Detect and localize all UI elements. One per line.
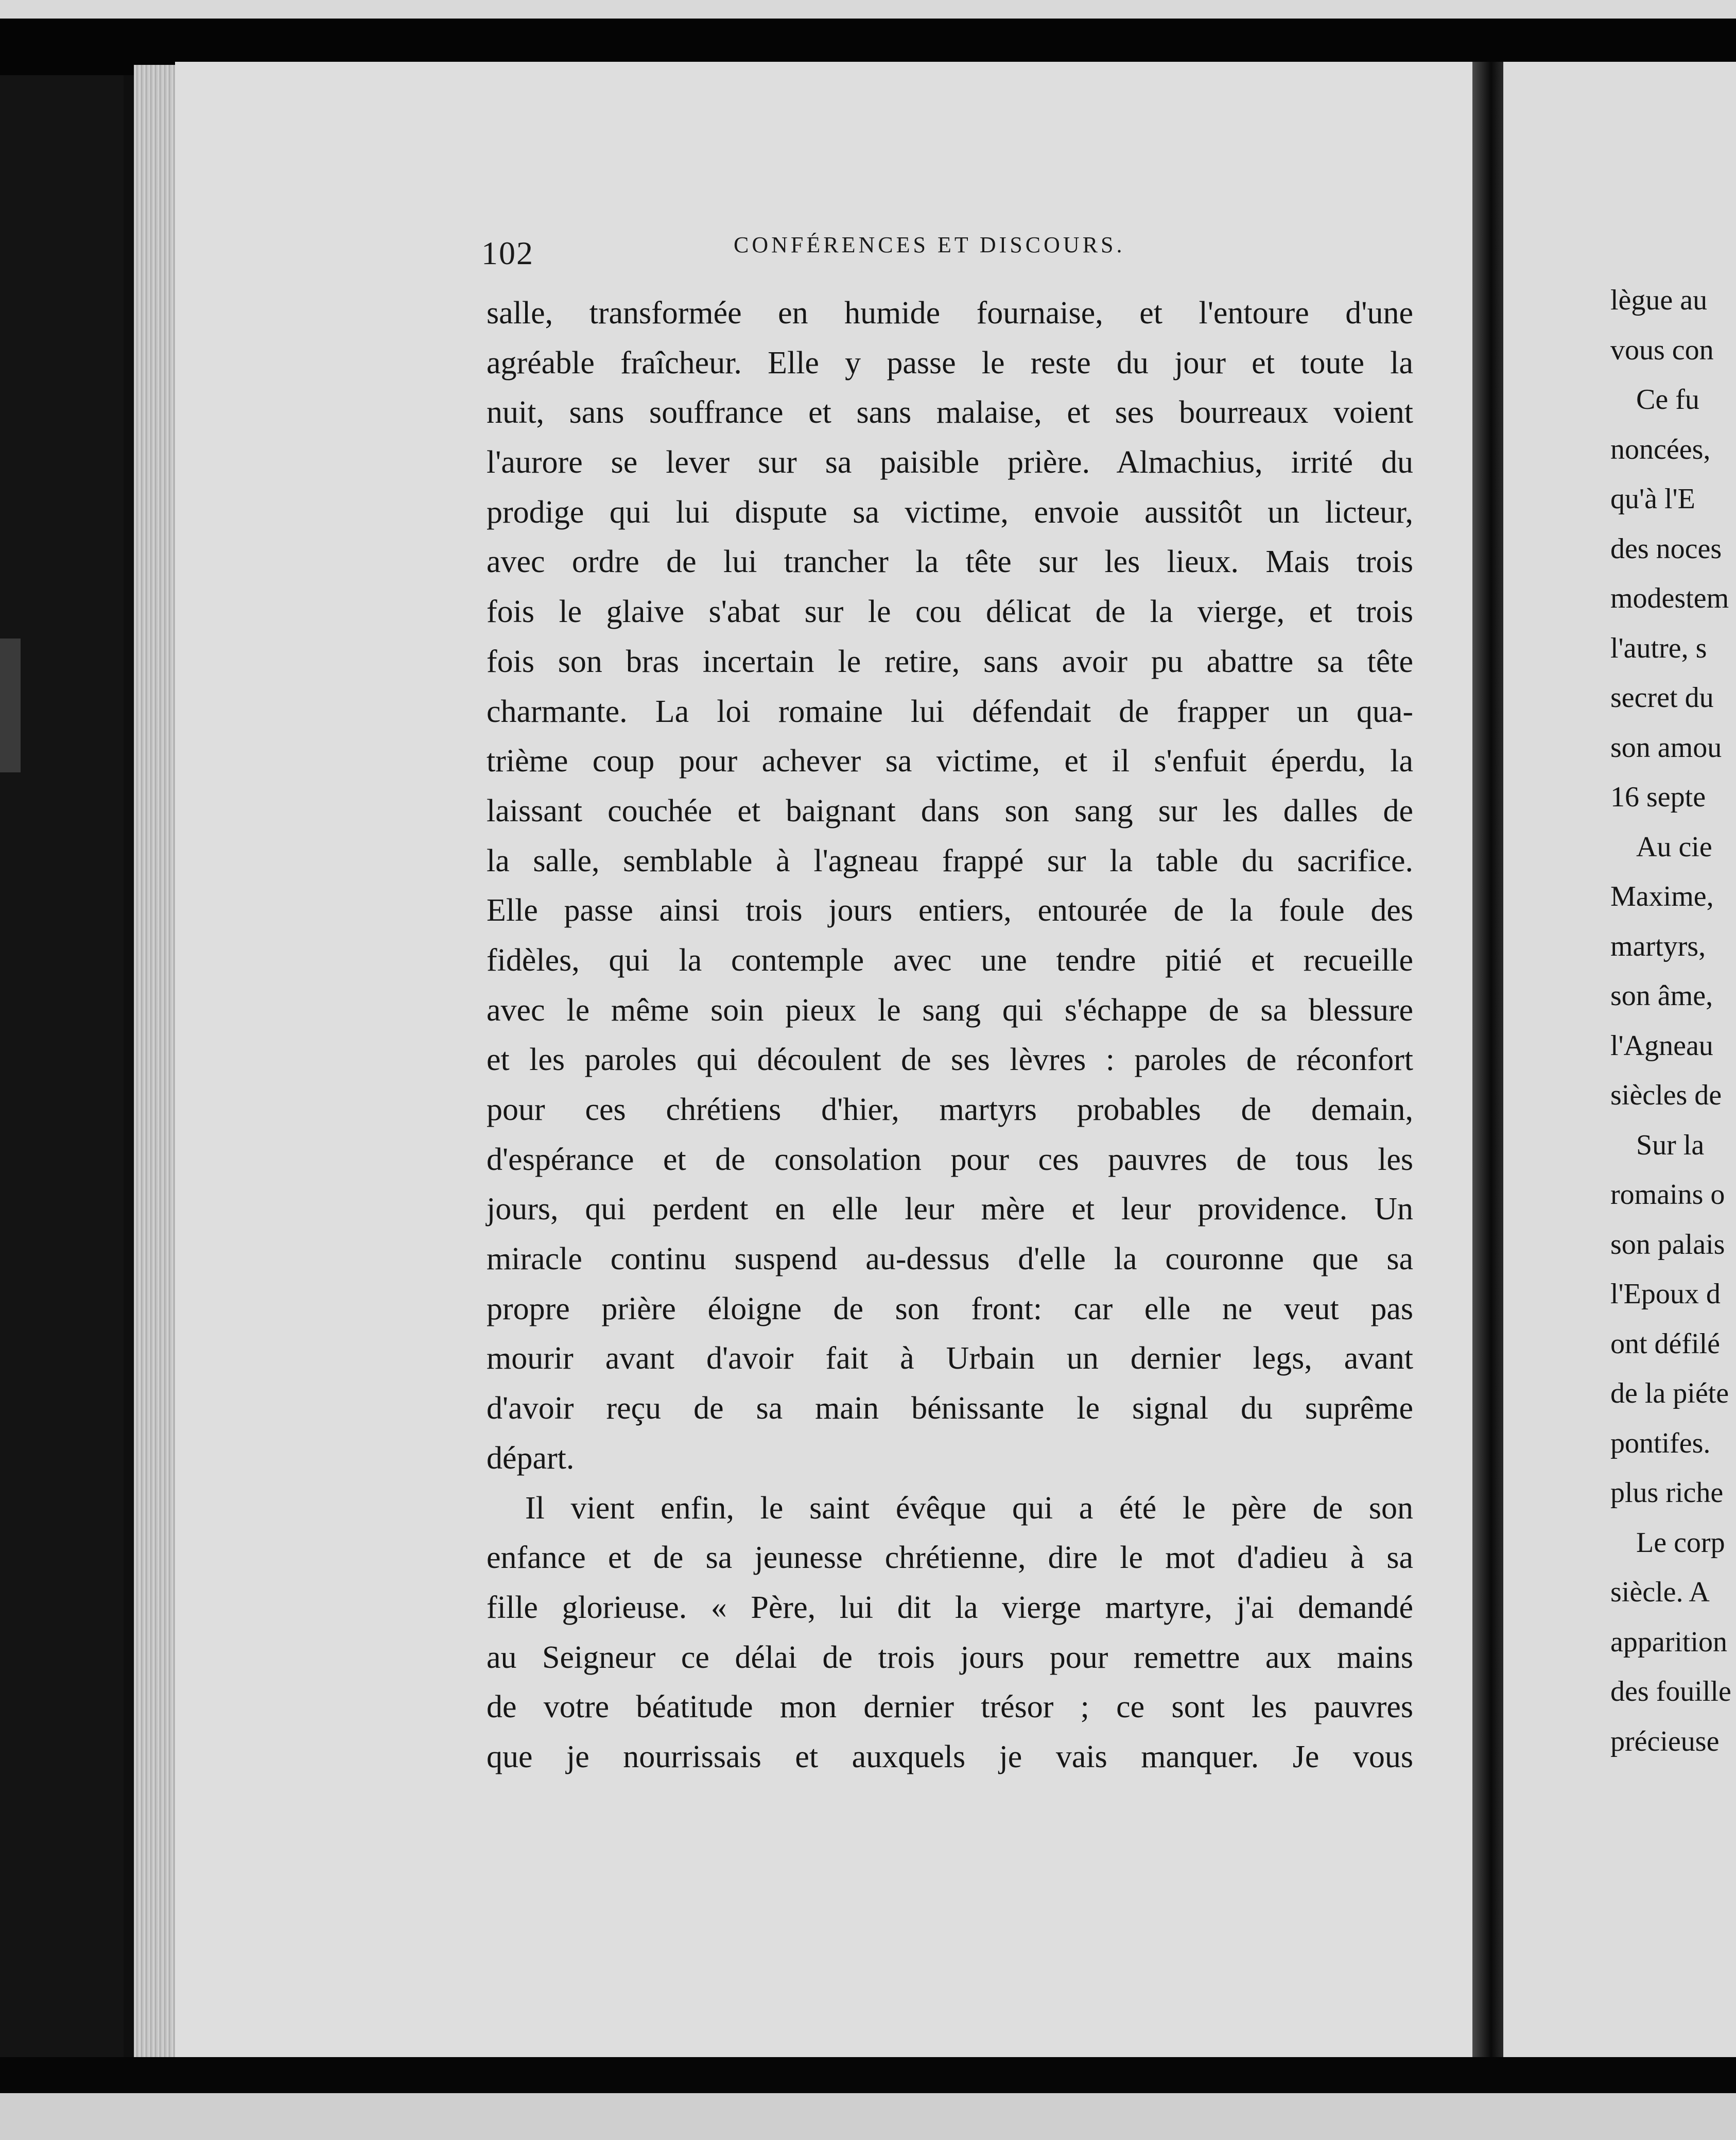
facing-text-line: pontifes.	[1610, 1427, 1711, 1459]
facing-text-line: noncées,	[1610, 433, 1711, 465]
facing-text-line: son amou	[1610, 731, 1722, 764]
text-line: salle, transformée en humide fournaise, et l'entoure d'une	[487, 296, 1413, 331]
facing-text-line: Maxime,	[1610, 881, 1714, 912]
book-gutter	[1472, 62, 1503, 2060]
facing-text-line: apparition	[1610, 1626, 1728, 1658]
text-line: Il vient enfin, le saint évêque qui a été le père de son	[525, 1490, 1413, 1526]
text-line: charmante. La loi romaine lui défendait de frapper un qua-	[487, 694, 1413, 729]
facing-text-line: martyrs,	[1610, 930, 1706, 962]
text-line: pour ces chrétiens d'hier, martyrs probables de demain,	[487, 1092, 1413, 1127]
text-line: avec le même soin pieux le sang qui s'échappe de sa blessure	[487, 992, 1413, 1028]
facing-text-line: son palais	[1610, 1228, 1725, 1261]
text-line: que je nourrissais et auxquels je vais manquer. Je vous	[487, 1739, 1413, 1774]
facing-text-line: ont défilé	[1610, 1327, 1721, 1360]
scan-bottom-border	[0, 2057, 1736, 2093]
facing-text-line: l'Epoux d	[1610, 1278, 1721, 1310]
text-line: de votre béatitude mon dernier trésor ; ce sont les pauvres	[487, 1689, 1413, 1725]
text-line: l'aurore se lever sur sa paisible prière. Almachius, irrité du	[487, 445, 1413, 480]
text-line: jours, qui perdent en elle leur mère et leur providence. Un	[487, 1192, 1413, 1227]
facing-text-line: qu'à l'E	[1610, 483, 1695, 515]
body-text	[487, 288, 1413, 1782]
text-line: trième coup pour achever sa victime, et il s'enfuit éperdu, la	[487, 744, 1413, 779]
facing-page	[1503, 62, 1736, 2060]
facing-text-line: l'autre, s	[1610, 632, 1707, 664]
facing-text-line: lègue au	[1610, 284, 1708, 316]
text-line: et les paroles qui découlent de ses lèvres : paroles de réconfort	[487, 1042, 1413, 1078]
text-line: d'espérance et de consolation pour ces pauvres de tous les	[487, 1142, 1413, 1177]
text-line: fille glorieuse. « Père, lui dit la vierge martyre, j'ai demandé	[487, 1590, 1413, 1625]
text-line: Elle passe ainsi trois jours entiers, entourée de la foule des	[487, 893, 1413, 928]
facing-text-line: Au cie	[1636, 831, 1712, 863]
facing-text-line: de la piéte	[1610, 1377, 1729, 1409]
facing-text-line: Sur la	[1636, 1129, 1705, 1161]
facing-text-line: siècle. A	[1610, 1576, 1710, 1608]
text-line: la salle, semblable à l'agneau frappé sur la table du sacrifice.	[487, 843, 1413, 878]
facing-text-line: 16 septe	[1610, 781, 1706, 813]
facing-text-line: des noces	[1610, 532, 1722, 565]
facing-text-line: vous con	[1610, 334, 1714, 366]
scan-bottom-strip	[0, 2093, 1736, 2140]
page-edges	[134, 65, 175, 2058]
facing-text-line: son âme,	[1610, 980, 1713, 1012]
facing-text-line: secret du	[1610, 682, 1714, 714]
scan-top-strip	[0, 0, 1736, 19]
text-line: enfance et de sa jeunesse chrétienne, dire le mot d'adieu à sa	[487, 1540, 1413, 1576]
text-line: d'avoir reçu de sa main bénissante le signal du suprême	[487, 1391, 1413, 1426]
text-line: nuit, sans souffrance et sans malaise, et ses bourreaux voient	[487, 395, 1413, 430]
facing-text-line: romains o	[1610, 1179, 1725, 1211]
text-line: propre prière éloigne de son front: car elle ne veut pas	[487, 1291, 1413, 1326]
facing-text-line: plus riche	[1610, 1477, 1724, 1509]
text-line: miracle continu suspend au-dessus d'elle la couronne que sa	[487, 1241, 1413, 1277]
text-line: fois son bras incertain le retire, sans avoir pu abattre sa tête	[487, 644, 1413, 679]
text-line: fois le glaive s'abat sur le cou délicat de la vierge, et trois	[487, 594, 1413, 630]
text-line: départ.	[487, 1440, 575, 1476]
facing-page-text	[1610, 275, 1736, 1766]
facing-text-line: siècles de	[1610, 1079, 1722, 1111]
text-line: agréable fraîcheur. Elle y passe le reste du jour et toute la	[487, 345, 1413, 381]
facing-text-line: des fouille	[1610, 1676, 1731, 1707]
scan-artifact	[0, 638, 21, 772]
facing-text-line: précieuse	[1610, 1725, 1720, 1757]
text-line: mourir avant d'avoir fait à Urbain un dernier legs, avant	[487, 1341, 1413, 1376]
scan-left-border	[0, 75, 124, 2057]
page-number: 102	[481, 235, 534, 271]
text-line: prodige qui lui dispute sa victime, envoie aussitôt un licteur,	[487, 494, 1413, 530]
text-line: fidèles, qui la contemple avec une tendre pitié et recueille	[487, 942, 1413, 978]
facing-text-line: Ce fu	[1636, 384, 1699, 416]
running-title: CONFÉRENCES ET DISCOURS.	[734, 232, 1125, 257]
facing-text-line: l'Agneau	[1610, 1029, 1713, 1062]
text-line: au Seigneur ce délai de trois jours pour remettre aux mains	[487, 1639, 1413, 1675]
facing-text-line: Le corp	[1636, 1526, 1725, 1559]
text-line: avec ordre de lui trancher la tête sur les lieux. Mais trois	[487, 544, 1413, 580]
facing-text-line: modestem	[1610, 582, 1729, 614]
text-line: laissant couchée et baignant dans son sang sur les dalles de	[487, 793, 1413, 829]
